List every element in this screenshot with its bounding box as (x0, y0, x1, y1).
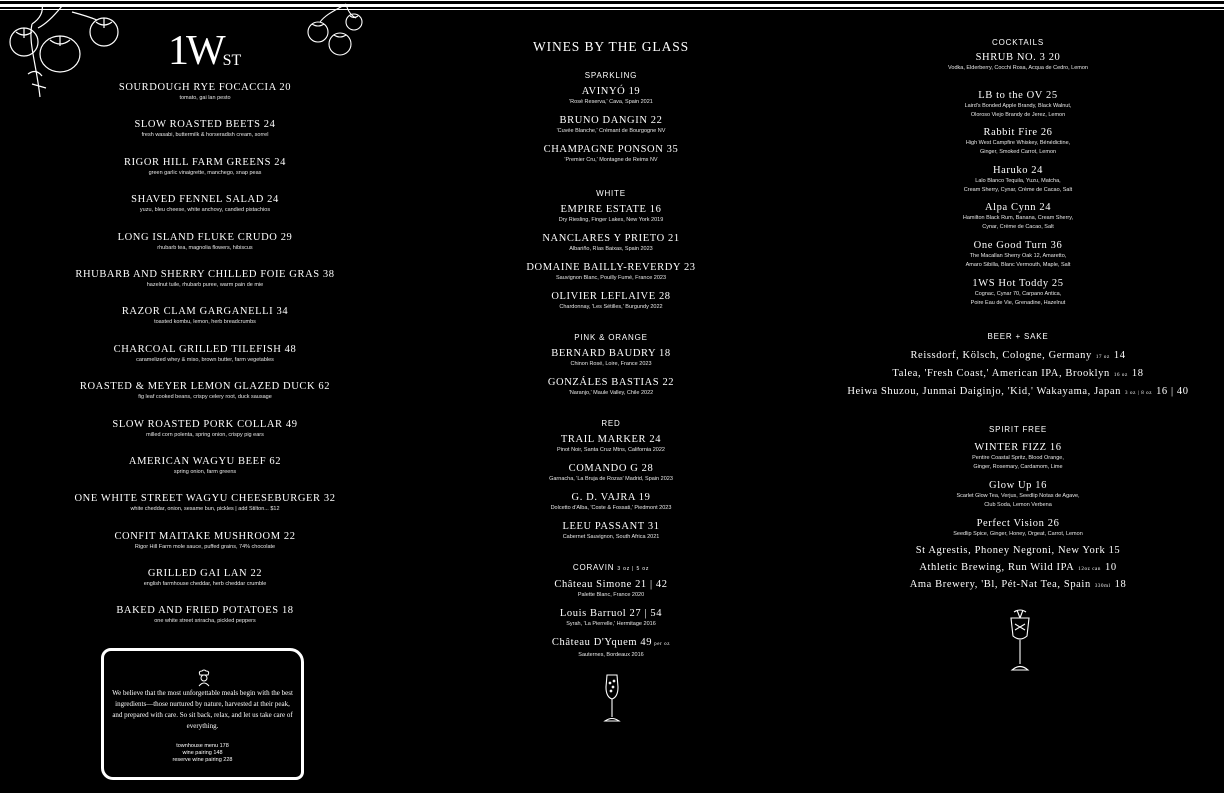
item-name: SLOW ROASTED BEETS 24 (134, 119, 276, 131)
wine-item (410, 290, 812, 319)
menu-item (0, 231, 410, 268)
extra-price: 10 (1104, 562, 1117, 573)
coravin-title (410, 563, 812, 574)
item-name: RIGOR HILL FARM GREENS 24 (123, 156, 286, 168)
item-description: one white street sriracha, pickled peppers (154, 618, 256, 625)
cocktails-title: COCKTAILS (992, 38, 1044, 47)
item-description: white cheddar, onion, sesame bun, pickles | add Stilton... $12 (130, 506, 280, 513)
townhouse-menu-price: townhouse menu 178 (176, 743, 229, 749)
menu-item (0, 343, 410, 380)
item-description: spring onion, farm greens (173, 468, 237, 475)
coravin-item (410, 607, 812, 636)
wine-name: EMPIRE ESTATE 16 (560, 204, 662, 215)
cocktail-description: Amaro Sibilla, Blanc Vermouth, Maple, Salt (965, 261, 1071, 268)
spirit-free-item (812, 479, 1224, 517)
wine-item (410, 376, 812, 405)
item-description: green garlic vinaigrette, manchego, snap peas (148, 169, 262, 176)
cocktail-item (812, 89, 1224, 127)
coravin-unit-note: per oz (654, 642, 671, 647)
wine-name: BRUNO DANGIN 22 (559, 115, 663, 126)
extra-name: Athletic Brewing, Run Wild IPA (919, 562, 1075, 573)
cocktail-description: Laird's Bonded Apple Brandy, Black Walnut, (964, 102, 1072, 109)
cocktail-description: The Macallan Sherry Oak 12, Amaretto, (969, 252, 1067, 259)
mission-note-box (101, 648, 304, 780)
cocktail-name: One Good Turn 36 (973, 239, 1063, 251)
wine-item (410, 85, 812, 114)
spirit-free-name: Glow Up 16 (989, 480, 1047, 491)
menu-item (0, 567, 410, 604)
cocktail-description: High West Campfire Whiskey, Bénédictine, (965, 140, 1071, 147)
item-name: ROASTED & MEYER LEMON GLAZED DUCK 62 (79, 381, 331, 393)
cocktail-name: Haruko 24 (992, 164, 1043, 176)
beer-size: 17 oz (1095, 355, 1110, 360)
extra-size: 330ml (1094, 584, 1111, 589)
item-description: fresh wasabi, buttermilk & horseradish cream, sorrel (141, 132, 269, 139)
item-name: RAZOR CLAM GARGANELLI 34 (121, 306, 289, 318)
chef-icon (196, 669, 212, 687)
item-description: caramelized whey & miso, brown butter, farm vegetables (136, 356, 274, 363)
item-name: LONG ISLAND FLUKE CRUDO 29 (117, 231, 293, 243)
wine-description: Cabernet Sauvignon, South Africa 2021 (562, 534, 660, 540)
wine-description: 'Cuvée Blanche,' Crémant de Bourgogne NV (556, 128, 666, 134)
cocktail-item (812, 126, 1224, 164)
wine-description: Albariño, Rías Baixas, Spain 2023 (569, 246, 653, 252)
menu-item (0, 156, 410, 193)
item-description: english farmhouse cheddar, herb cheddar crumble (143, 581, 267, 588)
wine-item (410, 347, 812, 376)
cocktail-description: Hamilton Black Rum, Banana, Cream Sherry, (962, 215, 1074, 222)
coravin-name-text: Château Simone 21 | 42 (554, 579, 668, 590)
item-description: yuzu, bleu cheese, white anchovy, candied pistachios (139, 207, 271, 214)
wine-item (410, 433, 812, 462)
menu-item (0, 492, 410, 529)
item-description: hazelnut tuile, rhubarb puree, warm pain de mie (146, 281, 264, 288)
wine-name: GONZÁLES BASTIAS 22 (547, 377, 675, 388)
extra-name: Ama Brewery, 'Bl, Pét-Nat Tea, Spain (909, 579, 1091, 590)
spirit-free-name: WINTER FIZZ 16 (974, 442, 1062, 453)
wine-item (410, 491, 812, 520)
cocktail-name: LB to the OV 25 (978, 89, 1058, 101)
spirit-free-description: Pentire Coastal Spritz, Blood Orange, (972, 455, 1064, 461)
spirit-free-description: Club Soda, Lemon Verbena (984, 502, 1052, 508)
menu-item (0, 305, 410, 342)
beer-name: Reissdorf, Kölsch, Cologne, Germany (910, 350, 1092, 361)
menu-item (0, 604, 410, 641)
spirit-free-description: Ginger, Rosemary, Cardamom, Lime (973, 464, 1063, 470)
beer-name: Heiwa Shuzou, Junmai Daiginjo, 'Kid,' Wakayama, Japan (847, 386, 1122, 397)
item-description: rhubarb tea, magnolia flowers, hibiscus (157, 244, 253, 251)
item-description: milled corn polenta, spring onion, crispy pig ears (146, 431, 264, 438)
wine-description: Dolcetto d'Alba, 'Coste & Fossati,' Piedmont 2023 (550, 505, 672, 511)
champagne-glass-icon (600, 673, 624, 725)
wine-description: Chinon Rosé, Loire, France 2023 (570, 361, 652, 367)
wine-description: Chardonnay, 'Les Sétilles,' Burgundy 2022 (559, 304, 663, 310)
wine-item (410, 232, 812, 261)
extra-name: St Agrestis, Phoney Negroni, New York 15 (915, 545, 1121, 556)
coravin-item (410, 636, 812, 665)
item-name: RHUBARB AND SHERRY CHILLED FOIE GRAS 38 (75, 268, 335, 280)
coravin-item (410, 578, 812, 607)
menu-item (0, 118, 410, 155)
item-description: fig leaf cooked beans, crispy celery root, duck sausage (138, 394, 272, 401)
menu-item (0, 268, 410, 305)
coravin-name (410, 636, 812, 651)
cocktail-name: SHRUB NO. 3 20 (975, 52, 1061, 63)
item-name: ONE WHITE STREET WAGYU CHEESEBURGER 32 (74, 493, 336, 505)
spirit-free-title: SPIRIT FREE (989, 425, 1047, 434)
wine-description: Sauvignon Blanc, Pouilly Fumé, France 2023 (555, 275, 667, 281)
spirit-free-extra (812, 544, 1224, 561)
cocktail-description: Cynar, Crème de Cacao, Salt (982, 224, 1054, 231)
wine-description: Garnacha, 'La Bruja de Rozas' Madrid, Spain 2023 (549, 476, 673, 482)
cocktail-name: 1WS Hot Toddy 25 (972, 277, 1064, 289)
top-border (0, 0, 1224, 10)
cocktail-glass-icon (1008, 608, 1032, 674)
item-name: SHAVED FENNEL SALAD 24 (131, 194, 279, 206)
wine-name: TRAIL MARKER 24 (560, 434, 662, 445)
wine-description: Pinot Noir, Santa Cruz Mtns, California 2022 (557, 447, 665, 453)
coravin-name (410, 578, 812, 591)
wine-section-title: WHITE (596, 189, 626, 198)
wine-name: COMANDO G 28 (568, 463, 654, 474)
spirit-free-extra (812, 578, 1224, 595)
spirit-free-item (812, 517, 1224, 544)
coravin-size-note: 3 oz | 5 oz (617, 566, 650, 572)
beer-name: Talea, 'Fresh Coast,' American IPA, Brooklyn (892, 368, 1110, 379)
coravin-description: Palette Blanc, France 2020 (577, 592, 645, 598)
spirit-free-description: Scarlet Glow Tea, Verjus, Seedlip Notas de Agave, (956, 493, 1080, 499)
coravin-name (410, 607, 812, 620)
wine-item (410, 114, 812, 143)
wine-name: DOMAINE BAILLY-REVERDY 23 (526, 262, 696, 273)
spirit-free-description: Seedlip Spice, Ginger, Honey, Orgeat, Carrot, Lemon (953, 531, 1083, 537)
beer-size: 3 oz | 8 oz (1125, 391, 1153, 396)
wine-section-title: RED (601, 419, 621, 428)
wine-description: 'Premier Cru,' Montagne de Reims NV (564, 157, 658, 163)
spirit-free-extra (812, 561, 1224, 578)
cocktail-description: Cognac, Cynar 70, Carpano Antica, (974, 290, 1062, 297)
wine-description: 'Naranjo,' Maule Valley, Chile 2022 (568, 390, 654, 396)
wine-section-title: SPARKLING (584, 71, 638, 80)
menu-item (0, 380, 410, 417)
coravin-description: Sauternes, Bordeaux 2016 (578, 652, 644, 658)
cocktail-item (812, 164, 1224, 202)
cocktail-description: Lalo Blanco Tequila, Yuzu, Matcha, (975, 177, 1061, 184)
wine-item (410, 203, 812, 232)
menu-item (0, 193, 410, 230)
spirit-free-name: Perfect Vision 26 (976, 518, 1060, 529)
wine-name: LEEU PASSANT 31 (562, 521, 660, 532)
wine-name: OLIVIER LEFLAIVE 28 (551, 291, 671, 302)
coravin-description: Syrah, 'La Pierrelle,' Hermitage 2016 (566, 621, 656, 627)
mission-statement: We believe that the most unforgettable meals begin with the best ingredients—those nurtured by nature, harvested at their peak, and prepared with care. So sit back, relax, and let us take care of everything. (112, 689, 293, 730)
wine-item (410, 261, 812, 290)
item-name: AMERICAN WAGYU BEEF 62 (128, 455, 282, 467)
beer-price: 14 (1113, 350, 1126, 361)
wine-name: NANCLARES Y PRIETO 21 (542, 233, 680, 244)
reserve-wine-pairing-price: reserve wine pairing 228 (172, 757, 233, 763)
item-name: SLOW ROASTED PORK COLLAR 49 (112, 418, 298, 430)
beer-item (812, 349, 1224, 367)
cocktail-item (812, 51, 1224, 89)
cocktail-item (812, 201, 1224, 239)
item-description: tomato, gai lan pesto (179, 95, 231, 101)
beer-item (812, 367, 1224, 385)
coravin-label: CORAVIN (572, 563, 615, 572)
wine-item (410, 143, 812, 172)
item-name: BAKED AND FRIED POTATOES 18 (116, 605, 294, 617)
restaurant-logo: $1W^{ST}$ (168, 28, 242, 74)
menu-item (0, 81, 410, 118)
wine-name: BERNARD BAUDRY 18 (551, 348, 671, 359)
wine-description: 'Rosé Reserva,' Cava, Spain 2021 (569, 99, 653, 105)
beer-sake-title: BEER + SAKE (987, 332, 1049, 341)
coravin-name-text: Château D'Yquem 49 (551, 637, 653, 648)
item-name: SOURDOUGH RYE FOCACCIA 20 (118, 82, 292, 93)
cocktail-description: Vodka, Elderberry, Cocchi Rosa, Acqua de Cedro, Lemon (948, 65, 1088, 71)
item-name: CHARCOAL GRILLED TILEFISH 48 (113, 343, 297, 355)
cocktail-item (812, 239, 1224, 277)
spirit-free-item (812, 441, 1224, 479)
wine-item (410, 520, 812, 549)
beer-size: 16 oz (1113, 373, 1128, 378)
beer-price: 16 | 40 (1156, 386, 1189, 397)
beer-price: 18 (1131, 368, 1144, 379)
extra-price: 18 (1114, 579, 1127, 590)
menu-page (0, 10, 1224, 793)
menu-item (0, 455, 410, 492)
coravin-name-text: Louis Barruol 27 | 54 (559, 608, 663, 619)
wine-pairing-price: wine pairing 148 (182, 750, 223, 756)
tomato-vine-icon (296, 2, 366, 62)
extra-size: 12oz can (1078, 567, 1101, 572)
cocktail-description: Ginger, Smoked Carrot, Lemon (979, 149, 1057, 156)
wine-name: AVINYÓ 19 (581, 86, 641, 97)
cocktail-description: Cream Sherry, Cynar, Crème de Cacao, Salt (963, 186, 1073, 193)
item-description: Rigor Hill Farm mole sauce, puffed grains, 74% chocolate (134, 543, 276, 550)
cocktail-description: Poire Eau de Vie, Grenadine, Hazelnut (970, 299, 1066, 306)
menu-item (0, 530, 410, 567)
wine-name: CHAMPAGNE PONSON 35 (543, 144, 679, 155)
wine-item (410, 462, 812, 491)
wine-section-title: PINK & ORANGE (574, 333, 648, 342)
cocktail-item (812, 277, 1224, 315)
item-name: CONFIT MAITAKE MUSHROOM 22 (114, 530, 296, 542)
menu-item (0, 418, 410, 455)
wine-name: G. D. VAJRA 19 (571, 492, 651, 503)
beer-item (812, 385, 1224, 403)
wines-title: WINES BY THE GLASS (532, 39, 690, 54)
item-name: GRILLED GAI LAN 22 (147, 568, 263, 580)
cocktail-description: Oloroso Viejo Brandy de Jerez, Lemon (970, 111, 1066, 118)
cocktail-name: Rabbit Fire 26 (983, 127, 1053, 139)
cocktail-name: Alpa Cynn 24 (984, 202, 1052, 214)
wine-description: Dry Riesling, Finger Lakes, New York 2019 (558, 217, 664, 223)
item-description: toasted kombu, lemon, herb breadcrumbs (154, 319, 256, 326)
